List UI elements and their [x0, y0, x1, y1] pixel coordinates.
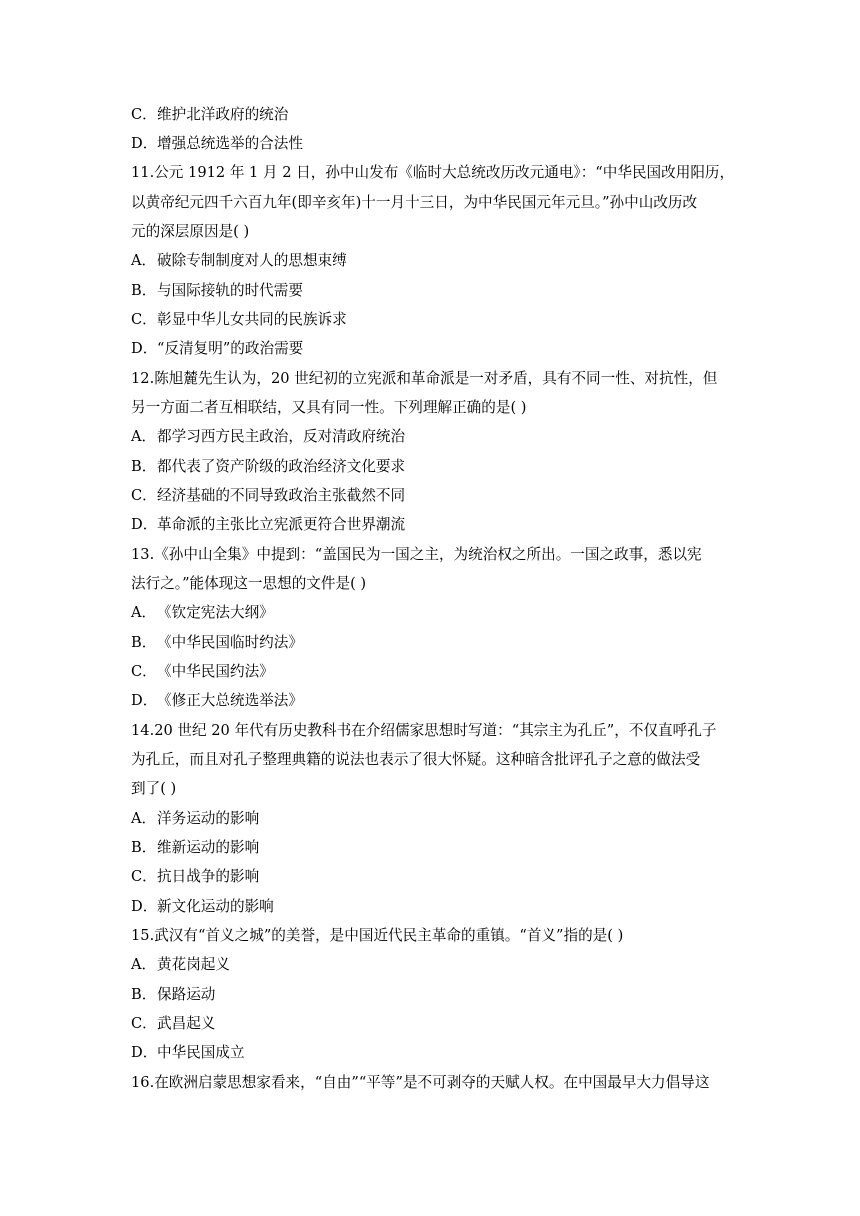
option-text: 革命派的主张比立宪派更符合世界潮流: [157, 516, 406, 533]
question-text-line: 为孔丘，而且对孔子整理典籍的说法也表示了很大怀疑。这种暗含批评孔子之意的做法受: [131, 751, 701, 768]
option-letter: A．: [131, 428, 157, 445]
answer-option: [131, 603, 731, 623]
answer-option: [131, 427, 731, 447]
question-text-line: 16.在欧洲启蒙思想家看来，“自由”“平等”是不可剥夺的天赋人权。在中国最早大力倡导这: [131, 1074, 710, 1091]
answer-option: [131, 1043, 731, 1063]
answer-option: [131, 633, 731, 653]
answer-option: [131, 1014, 731, 1034]
option-text: 抗日战争的影响: [157, 868, 260, 885]
option-letter: A．: [131, 604, 157, 621]
option-text: 维新运动的影响: [157, 839, 260, 856]
option-text: 彰显中华儿女共同的民族诉求: [157, 311, 347, 328]
answer-option: [131, 486, 731, 506]
answer-option: [131, 339, 731, 359]
option-letter: D．: [131, 135, 158, 152]
option-letter: C．: [131, 1015, 157, 1032]
option-letter: A．: [131, 956, 157, 973]
question-text-line: 11.公元 1912 年 1 月 2 日，孙中山发布《临时大总统改历改元通电》：“中华民国改用阳历，: [131, 164, 735, 181]
option-letter: C．: [131, 487, 157, 504]
option-text: 都学习西方民主政治，反对清政府统治: [157, 428, 406, 445]
answer-option: [131, 955, 731, 975]
option-letter: D．: [131, 516, 158, 533]
question-text-line: 到了( ): [131, 780, 177, 797]
option-letter: C．: [131, 311, 157, 328]
option-letter: D．: [131, 898, 158, 915]
option-text: 《中华民国临时约法》: [157, 634, 303, 651]
option-letter: D．: [131, 692, 158, 709]
answer-option: [131, 809, 731, 829]
answer-option: [131, 838, 731, 858]
answer-option: [131, 457, 731, 477]
option-text: 都代表了资产阶级的政治经济文化要求: [157, 458, 406, 475]
answer-option: [131, 691, 731, 711]
option-text: 黄花岗起义: [157, 956, 230, 973]
option-text: 经济基础的不同导致政治主张截然不同: [157, 487, 406, 504]
answer-option: [131, 515, 731, 535]
option-letter: C．: [131, 663, 157, 680]
answer-option: [131, 105, 731, 125]
option-text: 保路运动: [157, 986, 216, 1003]
option-letter: D．: [131, 1044, 158, 1061]
answer-option: [131, 897, 731, 917]
option-letter: C．: [131, 868, 157, 885]
option-text: 与国际接轨的时代需要: [157, 282, 303, 299]
question-text-line: 以黄帝纪元四千六百九年(即辛亥年)十一月十三日，为中华民国元年元旦。”孙中山改历改: [131, 194, 698, 211]
question-text-line: 法行之。”能体现这一思想的文件是( ): [131, 575, 367, 592]
option-text: 新文化运动的影响: [157, 898, 274, 915]
option-letter: B．: [131, 458, 157, 475]
option-letter: B．: [131, 986, 157, 1003]
option-text: 中华民国成立: [157, 1044, 245, 1061]
option-text: “反清复明”的政治需要: [157, 340, 304, 357]
option-text: 《中华民国约法》: [157, 663, 274, 680]
option-letter: A．: [131, 810, 157, 827]
option-letter: B．: [131, 282, 157, 299]
option-text: 维护北洋政府的统治: [157, 106, 289, 123]
question-text-line: 元的深层原因是( ): [131, 223, 250, 240]
option-text: 破除专制制度对人的思想束缚: [157, 252, 347, 269]
option-text: 武昌起义: [157, 1015, 216, 1032]
answer-option: [131, 310, 731, 330]
option-letter: D．: [131, 340, 158, 357]
option-text: 洋务运动的影响: [157, 810, 260, 827]
option-letter: B．: [131, 839, 157, 856]
question-text-line: 另一方面二者互相联结，又具有同一性。下列理解正确的是( ): [131, 399, 527, 416]
answer-option: [131, 281, 731, 301]
option-letter: A．: [131, 252, 157, 269]
question-text-line: 15.武汉有“首义之城”的美誉，是中国近代民主革命的重镇。“首义”指的是( ): [131, 927, 624, 944]
answer-option: [131, 134, 731, 154]
question-text-line: 14.20 世纪 20 年代有历史教科书在介绍儒家思想时写道：“其宗主为孔丘”，不仅直呼孔子: [131, 722, 717, 739]
option-letter: C．: [131, 106, 157, 123]
answer-option: [131, 251, 731, 271]
question-text-line: 12.陈旭麓先生认为，20 世纪初的立宪派和革命派是一对矛盾，具有不同一性、对抗性，但: [131, 370, 718, 387]
option-text: 增强总统选举的合法性: [157, 135, 303, 152]
answer-option: [131, 867, 731, 887]
answer-option: [131, 662, 731, 682]
option-letter: B．: [131, 634, 157, 651]
option-text: 《修正大总统选举法》: [157, 692, 303, 709]
option-text: 《钦定宪法大纲》: [157, 604, 274, 621]
question-text-line: 13.《孙中山全集》中提到：“盖国民为一国之主，为统治权之所出。一国之政事，悉以宪: [131, 546, 702, 563]
answer-option: [131, 985, 731, 1005]
